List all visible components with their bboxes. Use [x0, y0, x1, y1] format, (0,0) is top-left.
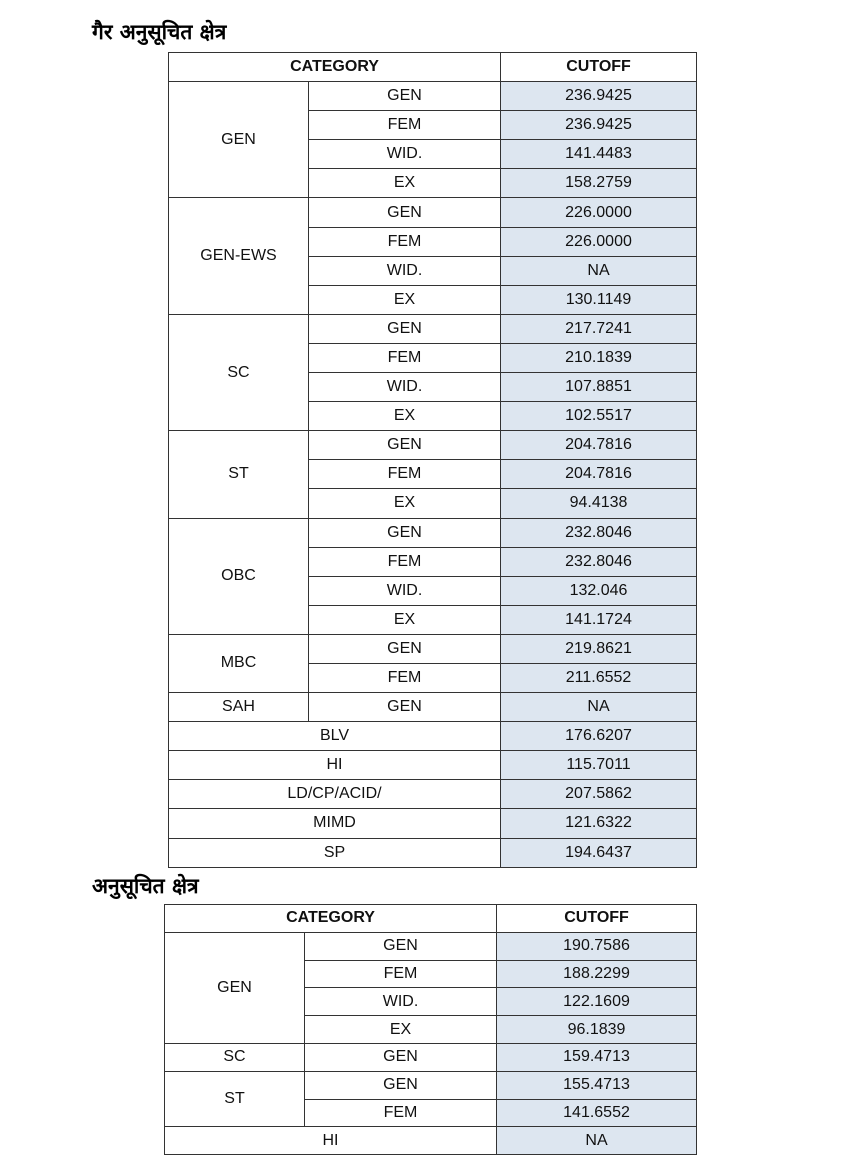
- subcategory-cell: GEN: [309, 634, 501, 663]
- cutoff-cell: 176.6207: [501, 722, 697, 751]
- cutoff-cell: 236.9425: [501, 82, 697, 111]
- subcategory-cell: FEM: [309, 343, 501, 372]
- cutoff-cell: 204.7816: [501, 460, 697, 489]
- category-group-cell: GEN: [165, 932, 305, 1043]
- subcategory-cell: GEN: [309, 431, 501, 460]
- subcategory-cell: GEN: [309, 518, 501, 547]
- cutoff-cell: 121.6322: [501, 809, 697, 838]
- cutoff-cell: NA: [501, 256, 697, 285]
- cutoff-cell: 188.2299: [497, 960, 697, 988]
- category-cell: MIMD: [169, 809, 501, 838]
- column-header-category: CATEGORY: [169, 53, 501, 82]
- cutoff-cell: 115.7011: [501, 751, 697, 780]
- category-group-cell: GEN-EWS: [169, 198, 309, 314]
- cutoff-cell: 207.5862: [501, 780, 697, 809]
- cutoff-cell: 226.0000: [501, 198, 697, 227]
- cutoff-cell: 158.2759: [501, 169, 697, 198]
- category-cell: LD/CP/ACID/: [169, 780, 501, 809]
- subcategory-cell: FEM: [305, 960, 497, 988]
- subcategory-cell: EX: [305, 1016, 497, 1044]
- subcategory-cell: FEM: [309, 227, 501, 256]
- category-group-cell: GEN: [169, 82, 309, 198]
- subcategory-cell: GEN: [309, 314, 501, 343]
- table-row: [169, 693, 697, 722]
- cutoff-cell: 141.6552: [497, 1099, 697, 1127]
- category-cell: SP: [169, 838, 501, 867]
- table-row: [165, 1071, 697, 1099]
- header-row: [165, 905, 697, 933]
- subcategory-cell: FEM: [309, 111, 501, 140]
- subcategory-cell: EX: [309, 402, 501, 431]
- cutoff-cell: 94.4138: [501, 489, 697, 518]
- page-heading-scheduled-area: अनुसूचित क्षेत्र: [92, 874, 199, 898]
- table-row: [169, 314, 697, 343]
- subcategory-cell: GEN: [309, 693, 501, 722]
- table-row: [169, 751, 697, 780]
- cutoff-cell: 102.5517: [501, 402, 697, 431]
- cutoff-cell: 236.9425: [501, 111, 697, 140]
- cutoff-cell: 232.8046: [501, 547, 697, 576]
- table-row: [169, 722, 697, 751]
- category-group-cell: ST: [165, 1071, 305, 1127]
- table-row: [169, 82, 697, 111]
- cutoff-table-scheduled: [164, 904, 697, 1155]
- table-row: [165, 932, 697, 960]
- table-row: [169, 838, 697, 867]
- category-cell: BLV: [169, 722, 501, 751]
- cutoff-cell: 159.4713: [497, 1043, 697, 1071]
- category-group-cell: SAH: [169, 693, 309, 722]
- column-header-cutoff: CUTOFF: [501, 53, 697, 82]
- table-row: [165, 1043, 697, 1071]
- cutoff-cell: 141.1724: [501, 605, 697, 634]
- cutoff-cell: 122.1609: [497, 988, 697, 1016]
- subcategory-cell: GEN: [305, 1043, 497, 1071]
- subcategory-cell: FEM: [309, 663, 501, 692]
- table-row: [169, 634, 697, 663]
- category-cell: HI: [169, 751, 501, 780]
- table-row: [169, 431, 697, 460]
- subcategory-cell: GEN: [309, 198, 501, 227]
- subcategory-cell: EX: [309, 285, 501, 314]
- subcategory-cell: WID.: [309, 256, 501, 285]
- cutoff-cell: 155.4713: [497, 1071, 697, 1099]
- subcategory-cell: EX: [309, 169, 501, 198]
- cutoff-cell: 219.8621: [501, 634, 697, 663]
- cutoff-cell: 204.7816: [501, 431, 697, 460]
- cutoff-cell: 130.1149: [501, 285, 697, 314]
- header-row: [169, 53, 697, 82]
- cutoff-cell: 132.046: [501, 576, 697, 605]
- subcategory-cell: WID.: [309, 373, 501, 402]
- page-heading-non-scheduled-area: गैर अनुसूचित क्षेत्र: [92, 20, 227, 44]
- column-header-cutoff: CUTOFF: [497, 905, 697, 933]
- cutoff-cell: NA: [497, 1127, 697, 1155]
- table-row: [165, 1127, 697, 1155]
- cutoff-cell: 107.8851: [501, 373, 697, 402]
- cutoff-cell: 217.7241: [501, 314, 697, 343]
- subcategory-cell: GEN: [309, 82, 501, 111]
- subcategory-cell: WID.: [305, 988, 497, 1016]
- cutoff-cell: 211.6552: [501, 663, 697, 692]
- category-cell: HI: [165, 1127, 497, 1155]
- table-row: [169, 198, 697, 227]
- subcategory-cell: EX: [309, 489, 501, 518]
- category-group-cell: SC: [165, 1043, 305, 1071]
- cutoff-cell: 190.7586: [497, 932, 697, 960]
- table-row: [169, 518, 697, 547]
- cutoff-cell: NA: [501, 693, 697, 722]
- cutoff-cell: 226.0000: [501, 227, 697, 256]
- column-header-category: CATEGORY: [165, 905, 497, 933]
- subcategory-cell: FEM: [309, 547, 501, 576]
- cutoff-cell: 210.1839: [501, 343, 697, 372]
- cutoff-cell: 141.4483: [501, 140, 697, 169]
- category-group-cell: ST: [169, 431, 309, 518]
- cutoff-table-non-scheduled: [168, 52, 697, 868]
- category-group-cell: MBC: [169, 634, 309, 692]
- subcategory-cell: WID.: [309, 576, 501, 605]
- table-row: [169, 809, 697, 838]
- subcategory-cell: FEM: [305, 1099, 497, 1127]
- table-row: [169, 780, 697, 809]
- category-group-cell: SC: [169, 314, 309, 430]
- subcategory-cell: EX: [309, 605, 501, 634]
- subcategory-cell: WID.: [309, 140, 501, 169]
- subcategory-cell: GEN: [305, 932, 497, 960]
- category-group-cell: OBC: [169, 518, 309, 634]
- cutoff-cell: 96.1839: [497, 1016, 697, 1044]
- cutoff-cell: 232.8046: [501, 518, 697, 547]
- subcategory-cell: FEM: [309, 460, 501, 489]
- subcategory-cell: GEN: [305, 1071, 497, 1099]
- cutoff-cell: 194.6437: [501, 838, 697, 867]
